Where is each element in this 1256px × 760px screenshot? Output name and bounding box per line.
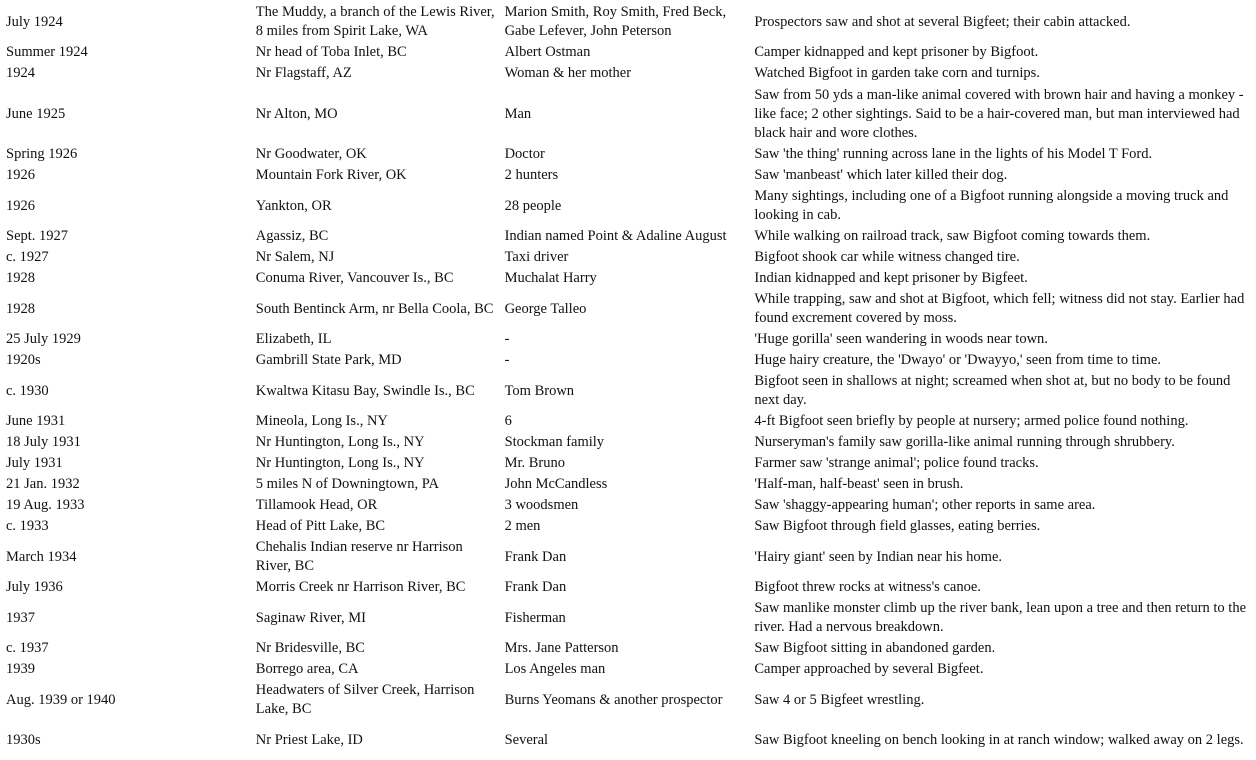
details-cell: Farmer saw 'strange animal'; police found tracks. (754, 455, 1039, 471)
witness-cell: - (504, 352, 510, 368)
witness-cell: 2 hunters (504, 167, 559, 183)
witness-cell: Muchalat Harry (504, 270, 597, 286)
table-row (4, 63, 1254, 84)
details-cell: While walking on railroad track, saw Bigfoot coming towards them. (754, 228, 1151, 244)
witness-cell: Burns Yeomans & another prospector (504, 691, 723, 708)
place-cell: Nr Salem, NJ (255, 249, 335, 265)
date-cell: 1924 (6, 65, 35, 81)
details-cell: Watched Bigfoot in garden take corn and turnips. (754, 65, 1040, 81)
place-cell: Tillamook Head, OR (255, 497, 378, 513)
place-cell: Headwaters of Silver Creek, Harrison Lake, BC (255, 682, 475, 717)
date-cell: 19 Aug. 1933 (6, 497, 85, 513)
date-cell: Summer 1924 (6, 44, 88, 60)
place-cell: South Bentinck Arm, nr Bella Coola, BC (255, 300, 494, 317)
witness-cell: Los Angeles man (504, 661, 606, 677)
date-cell: c. 1937 (6, 640, 49, 656)
date-cell: July 1931 (6, 455, 63, 471)
date-cell: Aug. 1939 or 1940 (6, 691, 116, 708)
place-cell: Nr Goodwater, OK (255, 146, 367, 162)
place-cell: Saginaw River, MI (255, 609, 366, 626)
sightings-table (4, 2, 1254, 760)
witness-cell: Man (504, 105, 532, 122)
table-row (4, 598, 1254, 638)
details-cell: Huge hairy creature, the 'Dwayo' or 'Dwayyo,' seen from time to time. (754, 352, 1162, 368)
date-cell: Sept. 1927 (6, 228, 69, 244)
table-row (4, 329, 1254, 350)
details-cell: Many sightings, including one of a Bigfoot running alongside a moving truck and looking in cab. (754, 188, 1229, 223)
place-cell: Yankton, OR (255, 197, 332, 214)
date-cell: July 1936 (6, 579, 63, 595)
place-cell: Kwaltwa Kitasu Bay, Swindle Is., BC (255, 382, 475, 399)
date-cell: 1926 (6, 197, 35, 214)
details-cell: Saw 4 or 5 Bigfeet wrestling. (754, 691, 925, 708)
date-cell: 1928 (6, 300, 35, 317)
date-cell: 18 July 1931 (6, 434, 81, 450)
table-row (4, 453, 1254, 474)
witness-cell: Taxi driver (504, 249, 569, 265)
place-cell: Conuma River, Vancouver Is., BC (255, 270, 454, 286)
place-cell: Gambrill State Park, MD (255, 352, 402, 368)
details-cell: Saw Bigfoot kneeling on bench looking in at ranch window; walked away on 2 legs. (754, 731, 1244, 748)
place-cell: Morris Creek nr Harrison River, BC (255, 579, 466, 595)
table-row (4, 42, 1254, 63)
details-cell: Saw 'shaggy-appearing human'; other reports in same area. (754, 497, 1096, 513)
witness-cell: Several (504, 731, 549, 748)
details-cell: Indian kidnapped and kept prisoner by Bigfeet. (754, 270, 1028, 286)
witness-cell: 3 woodsmen (504, 497, 579, 513)
table-row (4, 516, 1254, 537)
place-cell: Nr head of Toba Inlet, BC (255, 44, 407, 60)
details-cell: Bigfoot seen in shallows at night; screamed when shot at, but no body to be found next day. (754, 373, 1231, 408)
details-cell: Prospectors saw and shot at several Bigfeet; their cabin attacked. (754, 13, 1131, 30)
place-cell: Mineola, Long Is., NY (255, 413, 388, 429)
table-row (4, 577, 1254, 598)
details-cell: Saw 'the thing' running across lane in the lights of his Model T Ford. (754, 146, 1153, 162)
details-cell: 'Hairy giant' seen by Indian near his home. (754, 548, 1003, 565)
table-row (4, 247, 1254, 268)
table-row (4, 411, 1254, 432)
place-cell: Nr Huntington, Long Is., NY (255, 455, 425, 471)
table-row (4, 474, 1254, 495)
witness-cell: Doctor (504, 146, 545, 162)
date-cell: 1939 (6, 661, 35, 677)
table-row (4, 638, 1254, 659)
witness-cell: Fisherman (504, 609, 566, 626)
place-cell: 5 miles N of Downingtown, PA (255, 476, 439, 492)
details-cell: 'Huge gorilla' seen wandering in woods near town. (754, 331, 1048, 347)
witness-cell: - (504, 331, 510, 347)
date-cell: c. 1927 (6, 249, 49, 265)
date-cell: c. 1930 (6, 382, 49, 399)
details-cell: 4-ft Bigfoot seen briefly by people at nursery; armed police found nothing. (754, 413, 1189, 429)
witness-cell: Tom Brown (504, 382, 575, 399)
details-cell: Nurseryman's family saw gorilla-like animal running through shrubbery. (754, 434, 1175, 450)
place-cell: Nr Alton, MO (255, 105, 338, 122)
place-cell: Borrego area, CA (255, 661, 359, 677)
date-cell: 1937 (6, 609, 35, 626)
table-row (4, 350, 1254, 371)
date-cell: June 1931 (6, 413, 66, 429)
details-cell: 'Half-man, half-beast' seen in brush. (754, 476, 964, 492)
table-row (4, 165, 1254, 186)
details-cell: Bigfoot shook car while witness changed tire. (754, 249, 1020, 265)
details-cell: Saw Bigfoot sitting in abandoned garden. (754, 640, 996, 656)
date-cell: July 1924 (6, 13, 63, 30)
place-cell: The Muddy, a branch of the Lewis River, 8 miles from Spirit Lake, WA (255, 4, 495, 39)
table-row (4, 432, 1254, 453)
table-row (4, 144, 1254, 165)
witness-cell: Mr. Bruno (504, 455, 565, 471)
place-cell: Elizabeth, IL (255, 331, 332, 347)
details-cell: Saw 'manbeast' which later killed their dog. (754, 167, 1008, 183)
witness-cell: Mrs. Jane Patterson (504, 640, 619, 656)
date-cell: 1930s (6, 731, 41, 748)
date-cell: 1926 (6, 167, 35, 183)
place-cell: Nr Flagstaff, AZ (255, 65, 352, 81)
details-cell: Saw manlike monster climb up the river bank, lean upon a tree and then return to the river. Had a nervous breakdown. (754, 600, 1247, 635)
details-cell: Camper kidnapped and kept prisoner by Bigfoot. (754, 44, 1039, 60)
table-row (4, 289, 1254, 329)
table-row (4, 186, 1254, 226)
witness-cell: Stockman family (504, 434, 605, 450)
details-cell: While trapping, saw and shot at Bigfoot, which fell; witness did not stay. Earlier had found excrement covered by moss. (754, 291, 1245, 326)
table-row (4, 680, 1254, 720)
witness-cell: Marion Smith, Roy Smith, Fred Beck, Gabe Lefever, John Peterson (504, 4, 727, 39)
table-row (4, 2, 1254, 42)
date-cell: 1928 (6, 270, 35, 286)
date-cell: 25 July 1929 (6, 331, 81, 347)
place-cell: Mountain Fork River, OK (255, 167, 407, 183)
place-cell: Nr Priest Lake, ID (255, 731, 363, 748)
details-cell: Saw from 50 yds a man-like animal covered with brown hair and having a monkey -like face; 2 other sightings. Said to be a hair-covered man, but man interviewed had black hair and wore clothes. (754, 86, 1244, 141)
date-cell: March 1934 (6, 548, 77, 565)
witness-cell: George Talleo (504, 300, 587, 317)
witness-cell: Frank Dan (504, 548, 567, 565)
date-cell: c. 1933 (6, 518, 49, 534)
sightings-table-body (4, 2, 1254, 760)
place-cell: Nr Bridesville, BC (255, 640, 365, 656)
table-row (4, 537, 1254, 577)
details-cell: Camper approached by several Bigfeet. (754, 661, 984, 677)
table-row (4, 371, 1254, 411)
details-cell: Saw Bigfoot through field glasses, eating berries. (754, 518, 1041, 534)
date-cell: June 1925 (6, 105, 66, 122)
date-cell: 1920s (6, 352, 41, 368)
date-cell: 21 Jan. 1932 (6, 476, 80, 492)
table-row (4, 659, 1254, 680)
details-cell: Bigfoot threw rocks at witness's canoe. (754, 579, 981, 595)
witness-cell: Frank Dan (504, 579, 567, 595)
table-row (4, 268, 1254, 289)
place-cell: Head of Pitt Lake, BC (255, 518, 386, 534)
table-row (4, 226, 1254, 247)
witness-cell: 2 men (504, 518, 541, 534)
witness-cell: Indian named Point & Adaline August (504, 228, 727, 244)
date-cell: Spring 1926 (6, 146, 78, 162)
table-row (4, 495, 1254, 516)
place-cell: Agassiz, BC (255, 228, 329, 244)
place-cell: Nr Huntington, Long Is., NY (255, 434, 425, 450)
witness-cell: Woman & her mother (504, 65, 632, 81)
witness-cell: 28 people (504, 197, 562, 214)
witness-cell: John McCandless (504, 476, 608, 492)
witness-cell: 6 (504, 413, 512, 429)
table-row (4, 720, 1254, 760)
table-row (4, 84, 1254, 144)
witness-cell: Albert Ostman (504, 44, 591, 60)
place-cell: Chehalis Indian reserve nr Harrison River, BC (255, 539, 463, 574)
